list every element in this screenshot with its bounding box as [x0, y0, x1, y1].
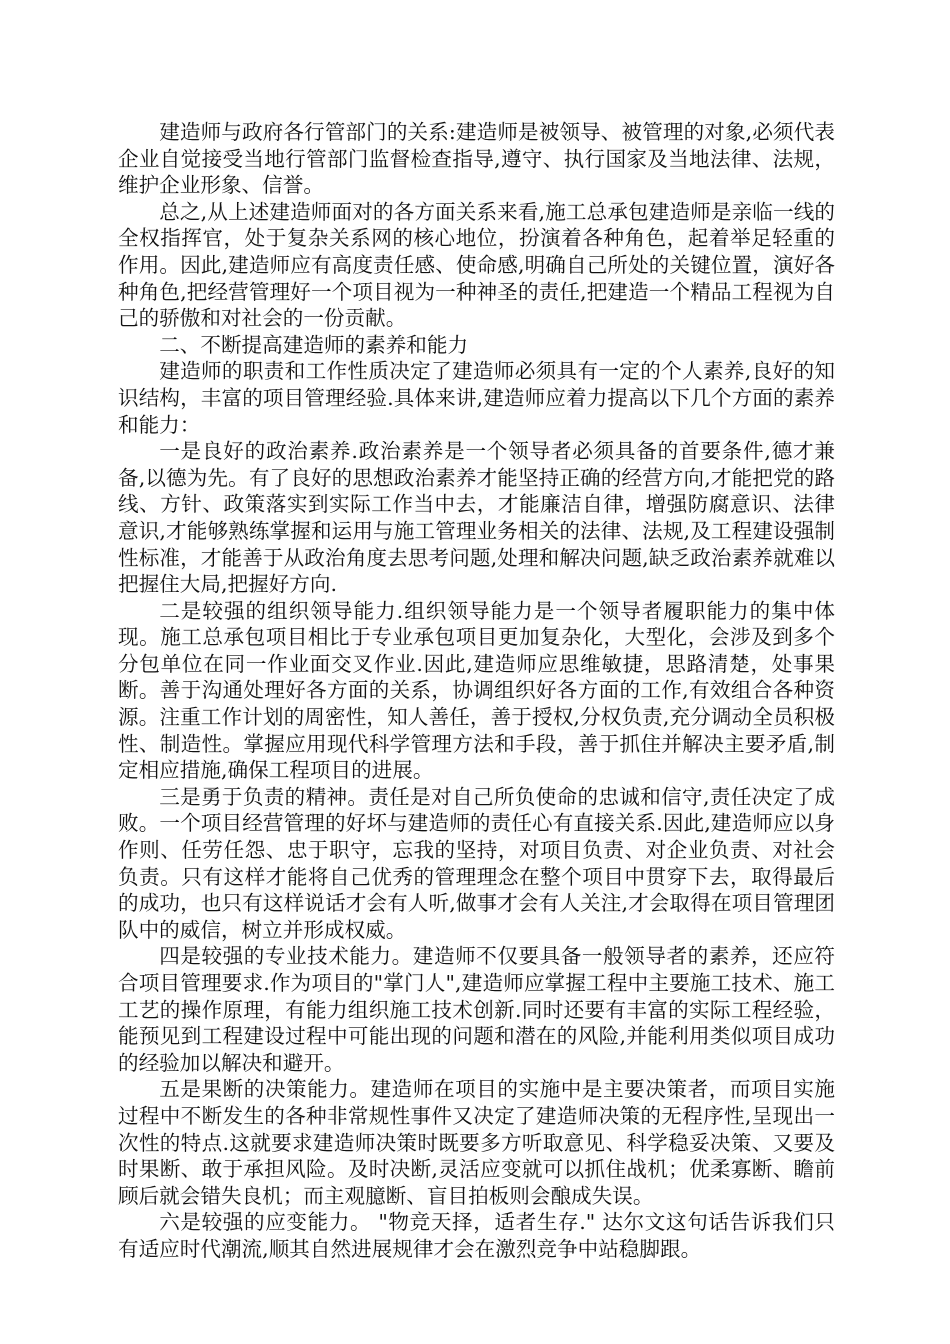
paragraph-adaptability: 六是较强的应变能力。 "物竞天择，适者生存." 达尔文这句话告诉我们只有适应时代潮流,顺其自然进展规律才会在激烈竞争中站稳脚跟。 [118, 1210, 835, 1261]
paragraph-political-quality: 一是良好的政治素养.政治素养是一个领导者必须具备的首要条件,德才兼备,以德为先。有了良好的思想政治素养才能坚持正确的经营方向,才能把党的路线、方针、政策落实到实际工作当中去，才能廉洁自律，增强防腐意识、法律意识,才能够熟练掌握和运用与施工管理业务相关的法律、法规,及工程建设强制性标准，才能善于从政治角度去思考问题,处理和解决问题,缺乏政治素养就难以把握住大局,把握好方向. [118, 439, 835, 597]
paragraph-decision-ability: 五是果断的决策能力。建造师在项目的实施中是主要决策者，而项目实施过程中不断发生的各种非常规性事件又决定了建造师决策的无程序性,呈现出一次性的特点.这就要求建造师决策时既要多方听取意见、科学稳妥决策、又要及时果断、敢于承担风险。及时决断,灵活应变就可以抓住战机；优柔寡断、瞻前顾后就会错失良机；而主观臆断、盲目拍板则会酿成失误。 [118, 1077, 835, 1208]
paragraph-technical-ability: 四是较强的专业技术能力。建造师不仅要具备一般领导者的素养，还应符合项目管理要求.作为项目的"掌门人",建造师应掌握工程中主要施工技术、施工工艺的操作原理，有能力组织施工技术创新.同时还要有丰富的实际工程经验，能预见到工程建设过程中可能出现的问题和潜在的风险,并能利用类似项目成功的经验加以解决和避开。 [118, 944, 835, 1075]
paragraph-leadership-ability: 二是较强的组织领导能力.组织领导能力是一个领导者履职能力的集中体现。施工总承包项目相比于专业承包项目更加复杂化，大型化，会涉及到多个分包单位在同一作业面交叉作业.因此,建造师应思维敏捷，思路清楚，处事果断。善于沟通处理好各方面的关系，协调组织好各方面的工作,有效组合各种资源。注重工作计划的周密性，知人善任，善于授权,分权负责,充分调动全员积极性、制造性。掌握应用现代科学管理方法和手段，善于抓住并解决主要矛盾,制定相应措施,确保工程项目的进展。 [118, 598, 835, 783]
paragraph-responsibility: 三是勇于负责的精神。责任是对自己所负使命的忠诚和信守,责任决定了成败。一个项目经营管理的好坏与建造师的责任心有直接关系.因此,建造师应以身作则、任劳任怨、忠于职守，忘我的坚持，对项目负责、对企业负责、对社会负责。只有这样才能将自己优秀的管理理念在整个项目中贯穿下去，取得最后的成功，也只有这样说话才会有人听,做事才会有人关注,才会取得在项目管理团队中的威信，树立并形成权威。 [118, 784, 835, 942]
document-body [118, 119, 835, 1263]
paragraph-architect-government-relations: 建造师与政府各行管部门的关系:建造师是被领导、被管理的对象,必须代表企业自觉接受当地行管部门监督检查指导,遵守、执行国家及当地法律、法规，维护企业形象、信誉。 [118, 120, 835, 198]
section-heading-improve-qualities: 二、不断提高建造师的素养和能力 [159, 332, 469, 357]
paragraph-qualities-intro: 建造师的职责和工作性质决定了建造师必须具有一定的个人素养,良好的知识结构，丰富的项目管理经验.具体来讲,建造师应着力提高以下几个方面的素养和能力： [118, 359, 835, 437]
paragraph-summary: 总之,从上述建造师面对的各方面关系来看,施工总承包建造师是亲临一线的全权指挥官，处于复杂关系网的核心地位，扮演着各种角色，起着举足轻重的作用。因此,建造师应有高度责任感、使命感,明确自己所处的关键位置，演好各种角色,把经营管理好一个项目视为一种神圣的责任,把建造一个精品工程视为自己的骄傲和对社会的一份贡献。 [118, 199, 835, 331]
